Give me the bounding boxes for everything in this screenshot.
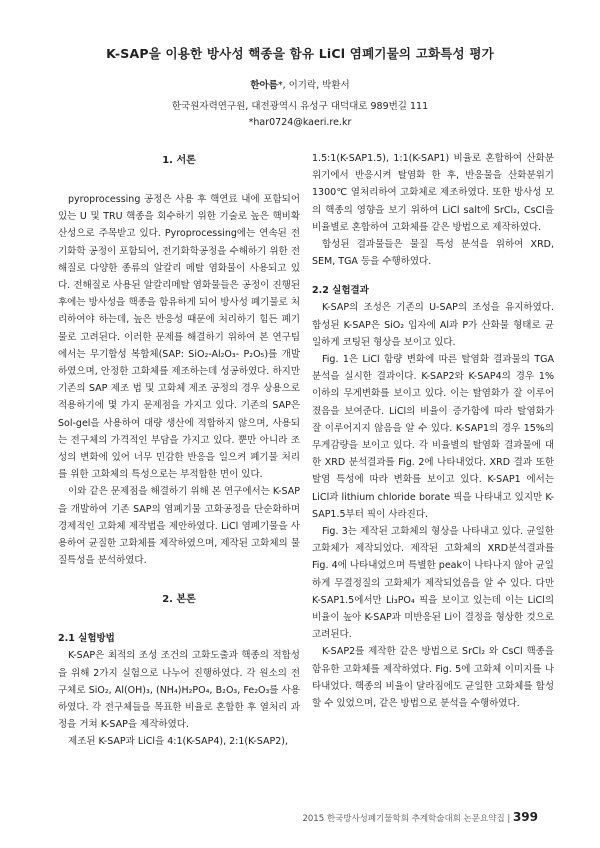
lead-author: 한아름 [250, 80, 278, 91]
page-footer [302, 810, 538, 824]
co-authors: *, 이기락, 박환서 [277, 80, 350, 91]
left-column [58, 150, 300, 751]
contact-email: *har0724@kaeri.re.kr [248, 117, 352, 128]
author-line [0, 77, 600, 91]
body-heading: 2. 본론 [162, 594, 196, 606]
method-paragraph-1: K-SAP은 최적의 조성 조건의 고화도출과 핵종의 적합성을 위해 2가지 실험으로 나누어 진행하였다. 각 원소의 전구체로 SiO₂, Al(OH)₃, (NH₄)H₂PO₄, B₂O₃, Fe₂O₃를 사용하였다. 각 전구체들을 목표한 비율로 혼합한 후 열처리 과정을 거쳐 K-SAP을 제작하였다. [58, 650, 300, 731]
intro-heading: 1. 서론 [162, 155, 196, 166]
intro-paragraph-1: pyroprocessing 공정은 사용 후 핵연료 내에 포함되어 있는 U 및 TRU 핵종을 회수하기 위한 기술로 높은 핵비확산성으로 주목받고 있다. Pyroprocessing에는 연속된 전기화학 공정이 포함되어, 전기화학공정을 수해하기 위한 전해질로 다양한 종류의 알칼리 메탈 염화물이 사용되고 있다. 전해질로 사용된 알칼리메탈 염화물들은 공정이 진행된 후에는 방사성을 핵종을 함유하게 되어 방사성 폐기물로 처리하여야 하는데, 높은 반응성 때문에 처리하기 힘든 폐기물로 고려된다. 이러한 문제를 해결하기 위하여 본 연구팀에서는 무기합성 복합체(SAP: SiO₂-Al₂O₃- P₂O₅)를 개발하였으며, 안정한 고화체를 제조하는데 성공하였다. 하지만 기존의 SAP 제조 법 및 고화체 제조 공정의 경우 상용으로 적용하기에 몇 가지 문제점을 가지고 있다. 기존의 SAP은 Sol-gel을 사용하여 대량 생산에 적합하지 않으며, 사용되는 전구체의 가격적인 부담을 가지고 있다. 뿐만 아니라 조성의 변화에 있어 너무 민감한 반응을 일으켜 폐기물 처리를 위한 고화체의 특성으로는 부적합한 면이 있다. [58, 194, 300, 481]
paper-title: K-SAP을 이용한 방사성 핵종을 함유 LiCl 염폐기물의 고화특성 평가 [106, 46, 494, 61]
results-paragraph-4: K-SAP2를 제작한 같은 방법으로 SrCl₂ 와 CsCl 핵종을 함유한 고화체를 제작하였다. Fig. 5에 고화체 이미지를 나타내었다. 핵종의 비율이 달라짐에도 균일한 고화체를 합성할 수 있었으며, 같은 방법으로 분석을 수행하였다. [312, 646, 554, 710]
results-paragraph-1: K-SAP의 조성은 기존의 U-SAP의 조성을 유지하였다. 합성된 K-SAP은 SiO₂ 입자에 Al과 P가 산화물 형태로 균일하게 코팅된 형상을 보이고 있다. [312, 302, 554, 348]
affiliation: 한국원자력연구원, 대전광역시 유성구 대덕대로 989번길 111 [171, 101, 429, 112]
intro-paragraph-2: 이와 같은 문제점을 해결하기 위해 본 연구에서는 K-SAP을 개발하여 기존 SAP의 염폐기물 고화공정을 단순화하며 경제적인 고화체 제작법을 제안하였다. LiCl 염폐기물을 사용하여 균질한 고화체를 제작하였으며, 제작된 고화체의 물질특성을 분석하였다. [58, 486, 300, 567]
method-paragraph-3: 합성된 결과물들은 물질 특성 분석을 위하여 XRD, SEM, TGA 등을 수행하였다. [312, 239, 554, 268]
method-paragraph-2-start: 제조된 K-SAP과 LiCl을 4:1(K-SAP4), 2:1(K-SAP2), [68, 736, 288, 748]
results-heading: 2.2 실험결과 [312, 285, 369, 297]
page-number: 399 [512, 810, 538, 824]
method-paragraph-2-continued: 1.5:1(K-SAP1.5), 1:1(K-SAP1) 비율로 혼합하여 산화분위기에서 반응시켜 탈염화 한 후, 반응물을 산화분위기 1300℃ 열처리하여 고화체로 제조하였다. 또한 방사성 모의 핵종의 영향을 보기 위하여 LiCl salt에 SrCl₂, CsCl을 비율별로 혼합하여 고화체를 같은 방법으로 제작하였다. [312, 153, 554, 233]
results-paragraph-3: Fig. 3는 제작된 고화체의 형상을 나타내고 있다. 균일한 고화체가 제작되었다. 제작된 고화체의 XRD분석결과를 Fig. 4에 나타내었으며 특별한 peak이 나타나지 않아 균일하게 무결정질의 고화체가 제작되었음을 알 수 있다. 다만 K-SAP1.5에서만 Li₃PO₄ 픽을 보이고 있는데 이는 LiCl의 비율이 높아 K-SAP과 미반응된 Li이 결정을 형상한 것으로 고려된다. [312, 526, 554, 641]
right-column [312, 150, 554, 712]
results-paragraph-2: Fig. 1은 LiCl 함량 변화에 따른 탈염화 결과물의 TGA 분석을 실시한 결과이다. K-SAP2와 K-SAP4의 경우 1% 이하의 무게변화를 보이고 있다. 이는 탈염화가 잘 이루어 졌음을 보여준다. LiCl의 비율이 증가함에 따라 탈염화가 잘 이루어지지 않음을 알 수 있다. K-SAP1의 경우 15%의 무게감량을 보이고 있다. 각 비율별의 탈염화 결과물에 대한 XRD 분석결과를 Fig. 2에 나타내었다. XRD 결과 또한 탈염 특성에 따라 변화를 보이고 있다. K-SAP1 에서는 LiCl과 lithium chloride borate 픽을 나타내고 있지만 K-SAP1.5부터 픽이 사라진다. [312, 354, 554, 520]
conference-name: 2015 한국방사성폐기물학회 추계학술대회 논문요약집 [302, 814, 505, 824]
footer-separator: | [507, 814, 511, 824]
method-heading: 2.1 실험방법 [58, 633, 115, 645]
